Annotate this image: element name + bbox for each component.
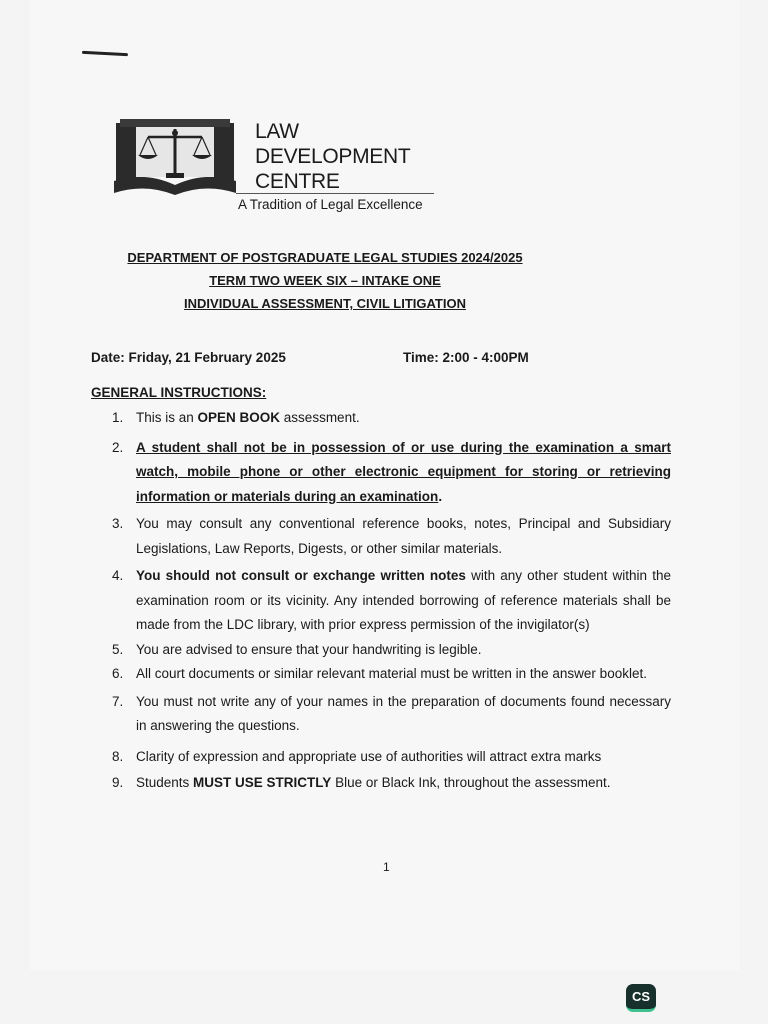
item-text: with any other student within the examination room or its vicinity. Any intended borrowing of reference materials shall be made from the LDC library, with prior express permission of the invigilator(s) <box>136 568 671 632</box>
list-item <box>108 512 671 561</box>
item-emphasis: MUST USE STRICTLY <box>193 775 332 790</box>
item-number: 3. <box>112 516 124 531</box>
instructions-title: GENERAL INSTRUCTIONS: <box>91 385 267 400</box>
item-number: 8. <box>112 748 124 764</box>
ldc-logo <box>112 115 442 215</box>
item-emphasis: A student shall not be in possession of or use during the examination a smart watch, mobile phone or other electronic equipment for storing or retrieving information or materials during an examination <box>136 439 671 504</box>
item-text: . <box>438 488 443 504</box>
list-item <box>108 690 671 739</box>
item-number: 4. <box>112 568 124 583</box>
logo-line-3: CENTRE <box>255 170 340 193</box>
logo-divider <box>236 193 434 194</box>
instructions-list <box>108 406 671 796</box>
item-text: Students <box>136 775 194 790</box>
item-number: 7. <box>112 693 124 709</box>
item-text: assessment. <box>280 410 360 425</box>
list-item <box>108 638 671 663</box>
list-item <box>108 406 671 431</box>
item-number: 1. <box>112 410 124 425</box>
logo-line-1: LAW <box>255 120 299 143</box>
list-item <box>108 745 671 770</box>
logo-tagline: A Tradition of Legal Excellence <box>238 197 423 212</box>
list-item <box>108 436 671 510</box>
ldc-name <box>255 119 410 194</box>
item-text: Clarity of expression and appropriate use of authorities will attract extra marks <box>136 748 602 764</box>
scales-of-justice-icon <box>112 115 242 195</box>
exam-time: Time: 2:00 - 4:00PM <box>403 350 529 365</box>
heading-department: DEPARTMENT OF POSTGRADUATE LEGAL STUDIES 2024/2025 <box>127 250 523 265</box>
item-text: Blue or Black Ink, throughout the assessment. <box>331 775 611 790</box>
item-number: 9. <box>112 775 124 790</box>
list-item <box>108 771 671 796</box>
item-text: All court documents or similar relevant material must be written in the answer booklet. <box>136 666 647 681</box>
item-number: 5. <box>112 641 124 657</box>
page-number: 1 <box>383 860 390 874</box>
item-text: This is an <box>136 410 198 425</box>
document-headings <box>0 246 680 315</box>
item-emphasis: OPEN BOOK <box>197 410 281 425</box>
logo-line-2: DEVELOPMENT <box>255 145 411 168</box>
item-text: You are advised to ensure that your handwriting is legible. <box>136 641 482 657</box>
heading-term: TERM TWO WEEK SIX – INTAKE ONE <box>209 273 441 288</box>
item-emphasis: You should not consult or exchange written notes <box>136 568 466 583</box>
item-number: 2. <box>112 439 124 455</box>
list-item <box>108 662 671 687</box>
list-item <box>108 564 671 638</box>
heading-assessment: INDIVIDUAL ASSESSMENT, CIVIL LITIGATION <box>184 296 466 311</box>
item-text: You may consult any conventional reference books, notes, Principal and Subsidiary Legislations, Law Reports, Digests, or other similar materials. <box>136 516 671 556</box>
item-number: 6. <box>112 666 124 681</box>
camscanner-badge-icon: CS <box>626 984 656 1012</box>
item-text: You must not write any of your names in the preparation of documents found necessary in answering the questions. <box>136 693 671 733</box>
exam-date: Date: Friday, 21 February 2025 <box>91 350 286 365</box>
